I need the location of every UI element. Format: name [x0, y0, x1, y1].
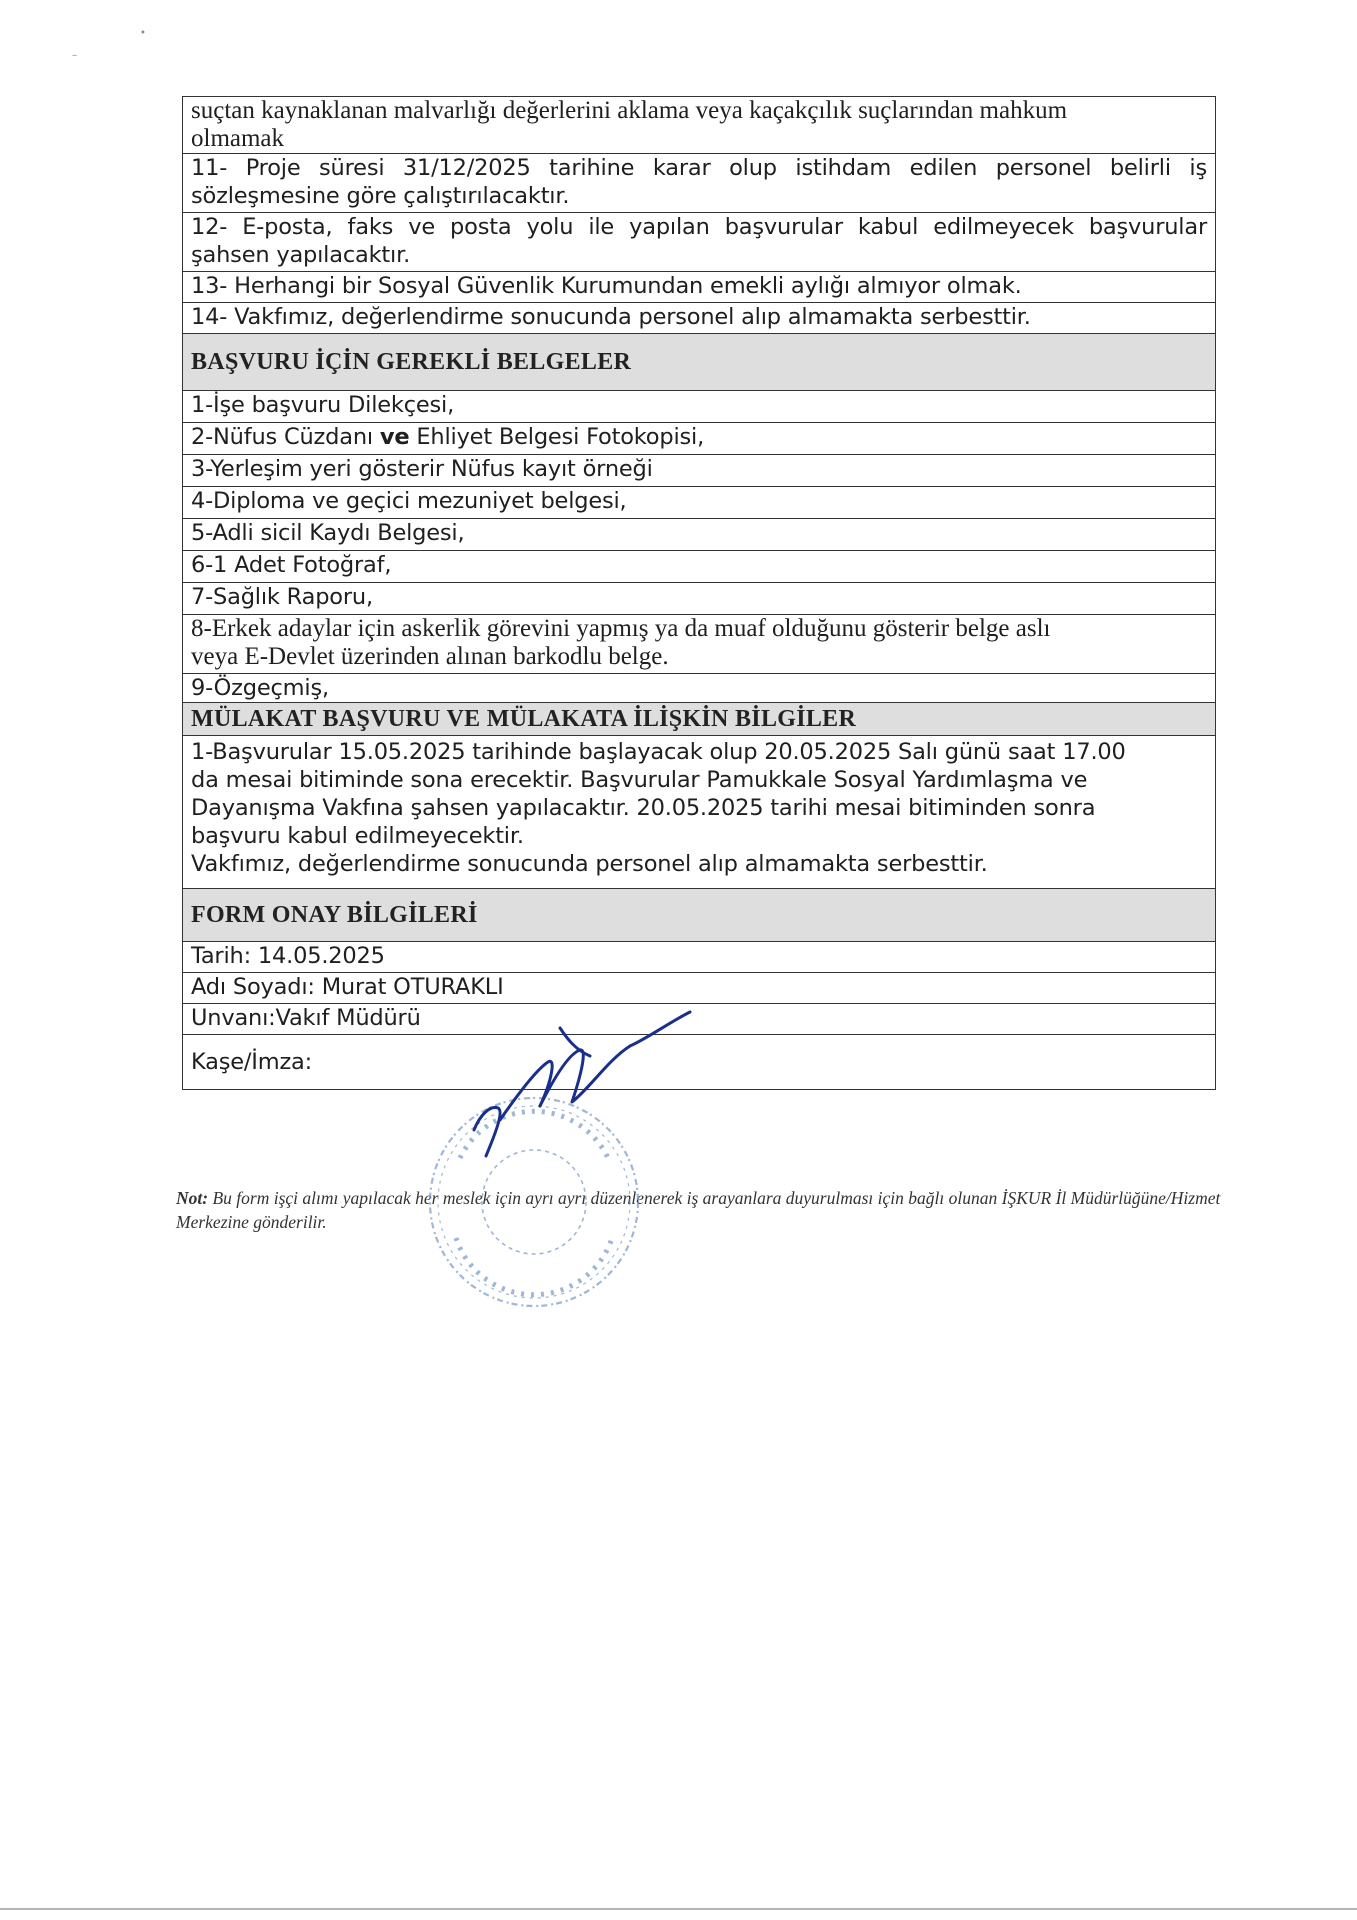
criteria-row-11	[183, 154, 1216, 213]
document-row	[183, 674, 1216, 703]
interview-line: da mesai bitiminde sona erecektir. Başvurular Pamukkale Sosyal Yardımlaşma ve	[191, 767, 1088, 793]
approval-row	[183, 942, 1216, 973]
criteria-line: suçtan kaynaklanan malvarlığı değerlerini aklama veya kaçakçılık suçlarından mahkum	[191, 97, 1068, 124]
criteria-row-12	[183, 213, 1216, 272]
document-item-text: veya E-Devlet üzerinden alınan barkodlu belge.	[191, 643, 669, 670]
criteria-row-10	[183, 97, 1216, 154]
criteria-cell	[183, 154, 1216, 213]
page-bottom-edge	[0, 1908, 1357, 1910]
criteria-line: 11- Proje süresi 31/12/2025 tarihine karar olup istihdam edilen personel belirli iş	[191, 155, 1207, 181]
document-item	[183, 423, 1216, 455]
interview-line: başvuru kabul edilmeyecektir.	[191, 823, 524, 849]
section-title: MÜLAKAT BAŞVURU VE MÜLAKATA İLİŞKİN BİLGİLER	[183, 703, 1216, 736]
criteria-line: 12- E-posta, faks ve posta yolu ile yapılan başvurular kabul edilmeyecek başvurular	[191, 214, 1207, 240]
document-row	[183, 519, 1216, 551]
footnote	[176, 1186, 1221, 1234]
scan-speck: •	[140, 28, 146, 39]
document-item: 6-1 Adet Fotoğraf,	[183, 551, 1216, 583]
document-row	[183, 423, 1216, 455]
document-item: 7-Sağlık Raporu,	[183, 583, 1216, 615]
approval-stamp-signature: Kaşe/İmza:	[183, 1035, 1216, 1090]
criteria-line: şahsen yapılacaktır.	[191, 242, 411, 268]
approval-name: Adı Soyadı: Murat OTURAKLI	[183, 973, 1216, 1004]
interview-line: Vakfımız, değerlendirme sonucunda personel alıp almamakta serbesttir.	[191, 851, 988, 877]
section-header-interview	[183, 703, 1216, 736]
criteria-cell: 14- Vakfımız, değerlendirme sonucunda personel alıp almamakta serbesttir.	[183, 303, 1216, 334]
document-item: 3-Yerleşim yeri gösterir Nüfus kayıt örneği	[183, 455, 1216, 487]
document-item	[183, 615, 1216, 674]
document-item-text: 8-Erkek adaylar için askerlik görevini yapmış ya da muaf olduğunu gösterir belge aslı	[191, 615, 1051, 642]
document-item: 5-Adli sicil Kaydı Belgesi,	[183, 519, 1216, 551]
criteria-cell: 13- Herhangi bir Sosyal Güvenlik Kurumundan emekli aylığı almıyor olmak.	[183, 272, 1216, 303]
document-row	[183, 455, 1216, 487]
interview-line: 1-Başvurular 15.05.2025 tarihinde başlayacak olup 20.05.2025 Salı günü saat 17.00	[191, 739, 1126, 765]
document-item-text: Ehliyet Belgesi Fotokopisi,	[416, 424, 705, 450]
document-row	[183, 551, 1216, 583]
criteria-cell	[183, 97, 1216, 154]
document-row	[183, 615, 1216, 674]
document-item: 1-İşe başvuru Dilekçesi,	[183, 391, 1216, 423]
document-item: 4-Diploma ve geçici mezuniyet belgesi,	[183, 487, 1216, 519]
document-row	[183, 487, 1216, 519]
approval-date: Tarih: 14.05.2025	[183, 942, 1216, 973]
application-form-table	[182, 96, 1216, 1090]
interview-text	[183, 736, 1216, 889]
document-row	[183, 583, 1216, 615]
document-item-text: 2-Nüfus Cüzdanı	[191, 424, 373, 450]
criteria-row-13	[183, 272, 1216, 303]
approval-row	[183, 973, 1216, 1004]
document-row	[183, 391, 1216, 423]
approval-title: Unvanı:Vakıf Müdürü	[183, 1004, 1216, 1035]
interview-line: Dayanışma Vakfına şahsen yapılacaktır. 20.05.2025 tarihi mesai bitiminden sonra	[191, 795, 1096, 821]
footnote-text: Bu form işçi alımı yapılacak her meslek için ayrı ayrı düzenlenerek iş arayanlara duyurulması için bağlı olunan İŞKUR İl Müdürlüğüne/Hizmet Merkezine gönderilir.	[176, 1188, 1221, 1232]
interview-row	[183, 736, 1216, 889]
footnote-label: Not:	[176, 1188, 209, 1208]
document-item: 9-Özgeçmiş,	[183, 674, 1216, 703]
criteria-row-14	[183, 303, 1216, 334]
criteria-cell	[183, 213, 1216, 272]
document-item-text: ve	[379, 424, 410, 450]
section-title: FORM ONAY BİLGİLERİ	[183, 889, 1216, 942]
section-header-documents	[183, 334, 1216, 391]
criteria-line: sözleşmesine göre çalıştırılacaktır.	[191, 183, 570, 209]
scan-speck: –	[72, 50, 77, 61]
criteria-line: olmamak	[191, 125, 285, 152]
handwritten-signature	[440, 1010, 710, 1180]
section-header-approval	[183, 889, 1216, 942]
section-title: BAŞVURU İÇİN GEREKLİ BELGELER	[183, 334, 1216, 391]
